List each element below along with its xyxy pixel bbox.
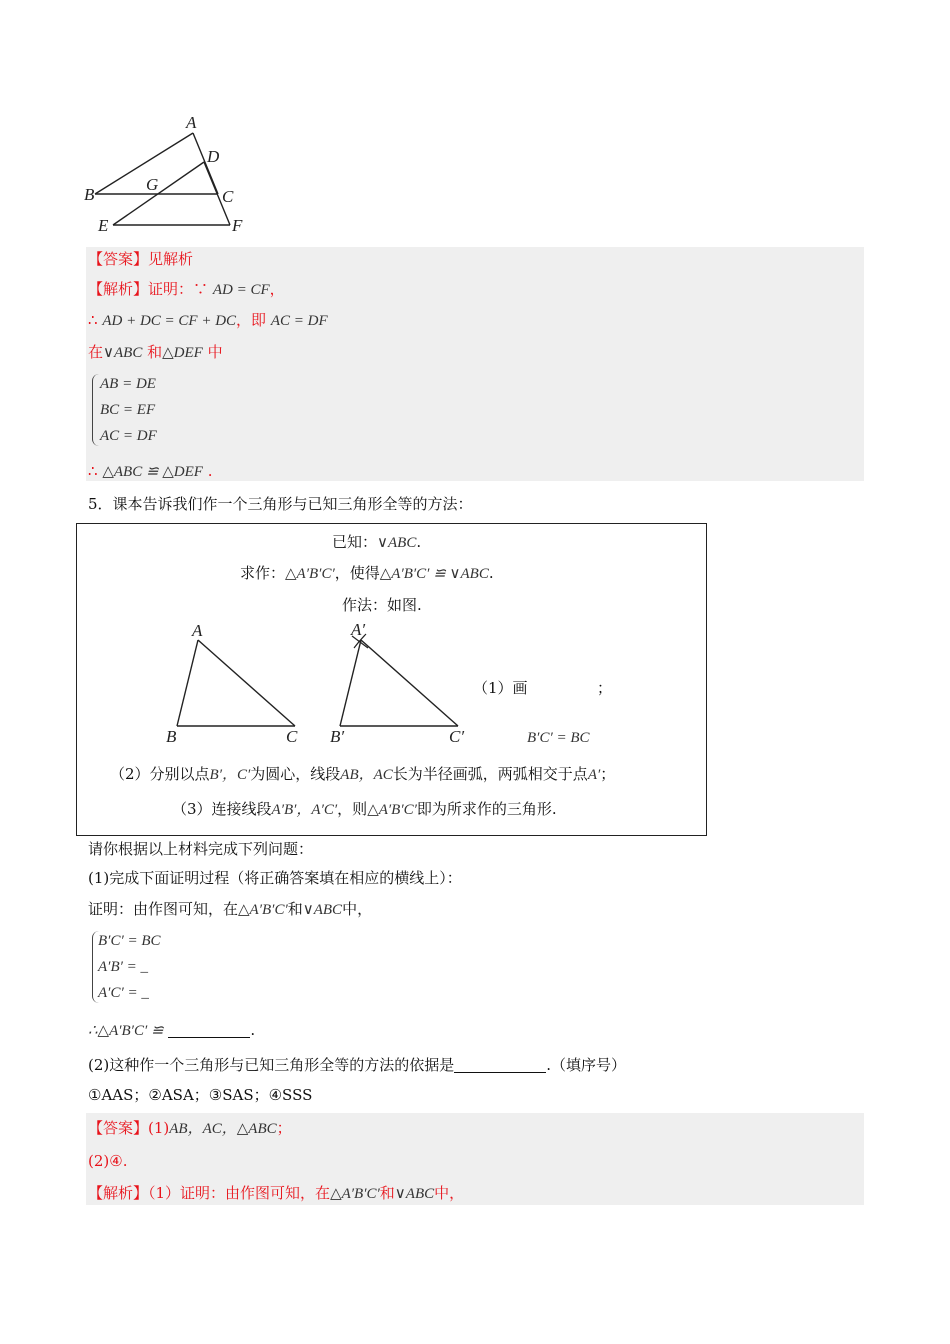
q4-answer-line xyxy=(88,249,193,269)
q5-sys1: B′C′ = BC xyxy=(98,933,161,949)
answer-text: 见解析 xyxy=(148,250,194,268)
q5-proof-line xyxy=(88,899,372,920)
q5-ans-tag: 【答案】 xyxy=(88,1119,149,1137)
ana-text: （1）证明：由作图可知，在 xyxy=(148,1184,331,1202)
given-comma: ， xyxy=(269,280,285,298)
in-end: 中 xyxy=(207,343,223,361)
step2-f: A′ xyxy=(587,767,601,783)
proof-in: 中， xyxy=(342,900,373,918)
tri-abc-side-ac xyxy=(198,640,295,726)
ans1-prefix: (1) xyxy=(148,1119,170,1137)
ana-and: 和 xyxy=(379,1184,395,1202)
q5-analysis-line xyxy=(88,1183,464,1204)
label-b: B xyxy=(84,185,95,204)
tri-def: △DEF xyxy=(162,345,203,361)
proof-prefix: 证明： xyxy=(148,280,194,298)
part2-text: (2)这种作一个三角形与已知三角形全等的方法的依据是 xyxy=(88,1056,455,1074)
ac-df-math: AC = DF xyxy=(270,313,328,329)
q5-ana-tag: 【解析】 xyxy=(88,1184,149,1202)
step3-c: ，则 xyxy=(337,800,368,818)
therefore-symbol-2: ∴ xyxy=(88,462,98,480)
in-word: 在 xyxy=(88,343,104,361)
box-find xyxy=(240,563,494,584)
q4-conclusion-line xyxy=(88,461,213,482)
box-step1-end: ； xyxy=(597,679,613,697)
known-math: ∨ABC xyxy=(377,535,417,551)
label-g: G xyxy=(146,175,159,194)
ie-text: ，即 xyxy=(236,311,267,329)
known-dot: . xyxy=(416,533,422,551)
tri-label-b: B xyxy=(166,727,177,746)
label-d: D xyxy=(207,147,220,166)
find-dot: . xyxy=(488,564,494,582)
proof-a: 证明：由作图可知，在 xyxy=(88,900,239,918)
proof-tri2: ∨ABC xyxy=(302,902,343,918)
tri2-label-b: B′ xyxy=(330,727,345,746)
ans1-math: AB，AC，△ABC xyxy=(169,1121,277,1137)
step3-b: A′B′，A′C′ xyxy=(271,802,338,818)
tri2-side-ab xyxy=(340,640,361,726)
ans1-end: ； xyxy=(276,1119,292,1137)
tri-label-c: C xyxy=(286,727,298,746)
q5-options: ①AAS；②ASA；③SAS；④SSS xyxy=(88,1086,313,1104)
step3-d: △A′B′C′ xyxy=(367,802,417,818)
conc-blank[interactable] xyxy=(168,1019,250,1038)
q5-part2-line xyxy=(88,1054,626,1075)
q4-system-brace xyxy=(92,374,99,446)
known-label: 已知： xyxy=(332,533,378,551)
seg-ba xyxy=(95,133,193,194)
figure-construction xyxy=(160,620,480,750)
step2-d: AB，AC xyxy=(340,767,393,783)
box-method: 作法：如图. xyxy=(342,596,422,614)
conclusion-period: . xyxy=(207,462,213,480)
given-math: AD = CF xyxy=(212,282,270,298)
therefore-symbol: ∴ xyxy=(88,311,98,329)
conc-end: . xyxy=(250,1021,256,1039)
box-step1-math: B′C′ = BC xyxy=(527,730,590,746)
step2-c: 为圆心，线段 xyxy=(250,765,341,783)
q5-answer-line xyxy=(88,1118,292,1139)
label-c: C xyxy=(222,187,234,206)
step3-a: （3）连接线段 xyxy=(172,800,272,818)
q4-in-line xyxy=(88,342,223,363)
find-math2: △A′B′C′ ≌ ∨ABC xyxy=(379,566,489,582)
because-symbol: ∵ xyxy=(193,280,209,298)
q5-answer2: (2)④. xyxy=(88,1152,128,1170)
ana-tri1: △A′B′C′ xyxy=(330,1186,380,1202)
box-step3 xyxy=(172,799,557,820)
q5-part1: (1)完成下面证明过程（将正确答案填在相应的横线上）： xyxy=(88,869,462,887)
and-word: 和 xyxy=(147,343,163,361)
tri2-label-c: C′ xyxy=(449,727,465,746)
label-a: A xyxy=(186,113,197,132)
q5-sys2: A′B′ = _ xyxy=(98,959,149,975)
part2-end: .（填序号） xyxy=(546,1056,627,1074)
box-step1 xyxy=(473,678,528,698)
step2-e: 长为半径画弧，两弧相交于点 xyxy=(392,765,588,783)
box-step2 xyxy=(110,764,615,785)
label-f: F xyxy=(232,216,243,235)
q4-eq2: BC = EF xyxy=(100,402,156,418)
label-e: E xyxy=(98,216,109,235)
step2-g: ； xyxy=(600,765,616,783)
tri2-label-a: A′ xyxy=(351,620,366,639)
find-math1: △A′B′C′ xyxy=(285,566,335,582)
analysis-tag: 【解析】 xyxy=(88,280,149,298)
tri-abc: ∨ABC xyxy=(103,345,143,361)
tri2-side-ac xyxy=(361,640,458,726)
conc-prefix: ∴△A′B′C′ ≌ xyxy=(88,1023,164,1039)
ana-in: 中， xyxy=(434,1184,465,1202)
find-label: 求作： xyxy=(240,564,286,582)
step2-b: B′，C′ xyxy=(209,767,251,783)
q4-eq3: AC = DF xyxy=(100,428,157,444)
q5-title: 5．课本告诉我们作一个三角形与已知三角形全等的方法： xyxy=(88,495,473,513)
q4-analysis-line xyxy=(88,279,285,300)
q4-eq1: AB = DE xyxy=(100,376,156,392)
tri-abc-side-ab xyxy=(177,640,198,726)
q5-conclusion-line xyxy=(88,1019,255,1041)
step3-e: 即为所求作的三角形. xyxy=(416,800,557,818)
box-known xyxy=(332,532,421,553)
ana-tri2: ∨ABC xyxy=(394,1186,435,1202)
q5-prompt: 请你根据以上材料完成下列问题： xyxy=(88,840,314,858)
conclusion-math: △ABC ≌ △DEF xyxy=(102,464,203,480)
proof-and: 和 xyxy=(287,900,303,918)
tri-label-a: A xyxy=(192,621,203,640)
proof-tri1: △A′B′C′ xyxy=(238,902,288,918)
part2-blank[interactable] xyxy=(454,1054,546,1073)
sum-math: AD + DC = CF + DC xyxy=(102,313,237,329)
step2-a: （2）分别以点 xyxy=(110,765,210,783)
step1-text: （1）画 xyxy=(473,679,528,697)
figure-triangles-abc-def xyxy=(80,110,260,240)
q4-sum-line xyxy=(88,310,328,331)
answer-tag: 【答案】 xyxy=(88,250,149,268)
find-mid: ，使得 xyxy=(334,564,380,582)
q5-sys3: A′C′ = _ xyxy=(98,985,149,1001)
